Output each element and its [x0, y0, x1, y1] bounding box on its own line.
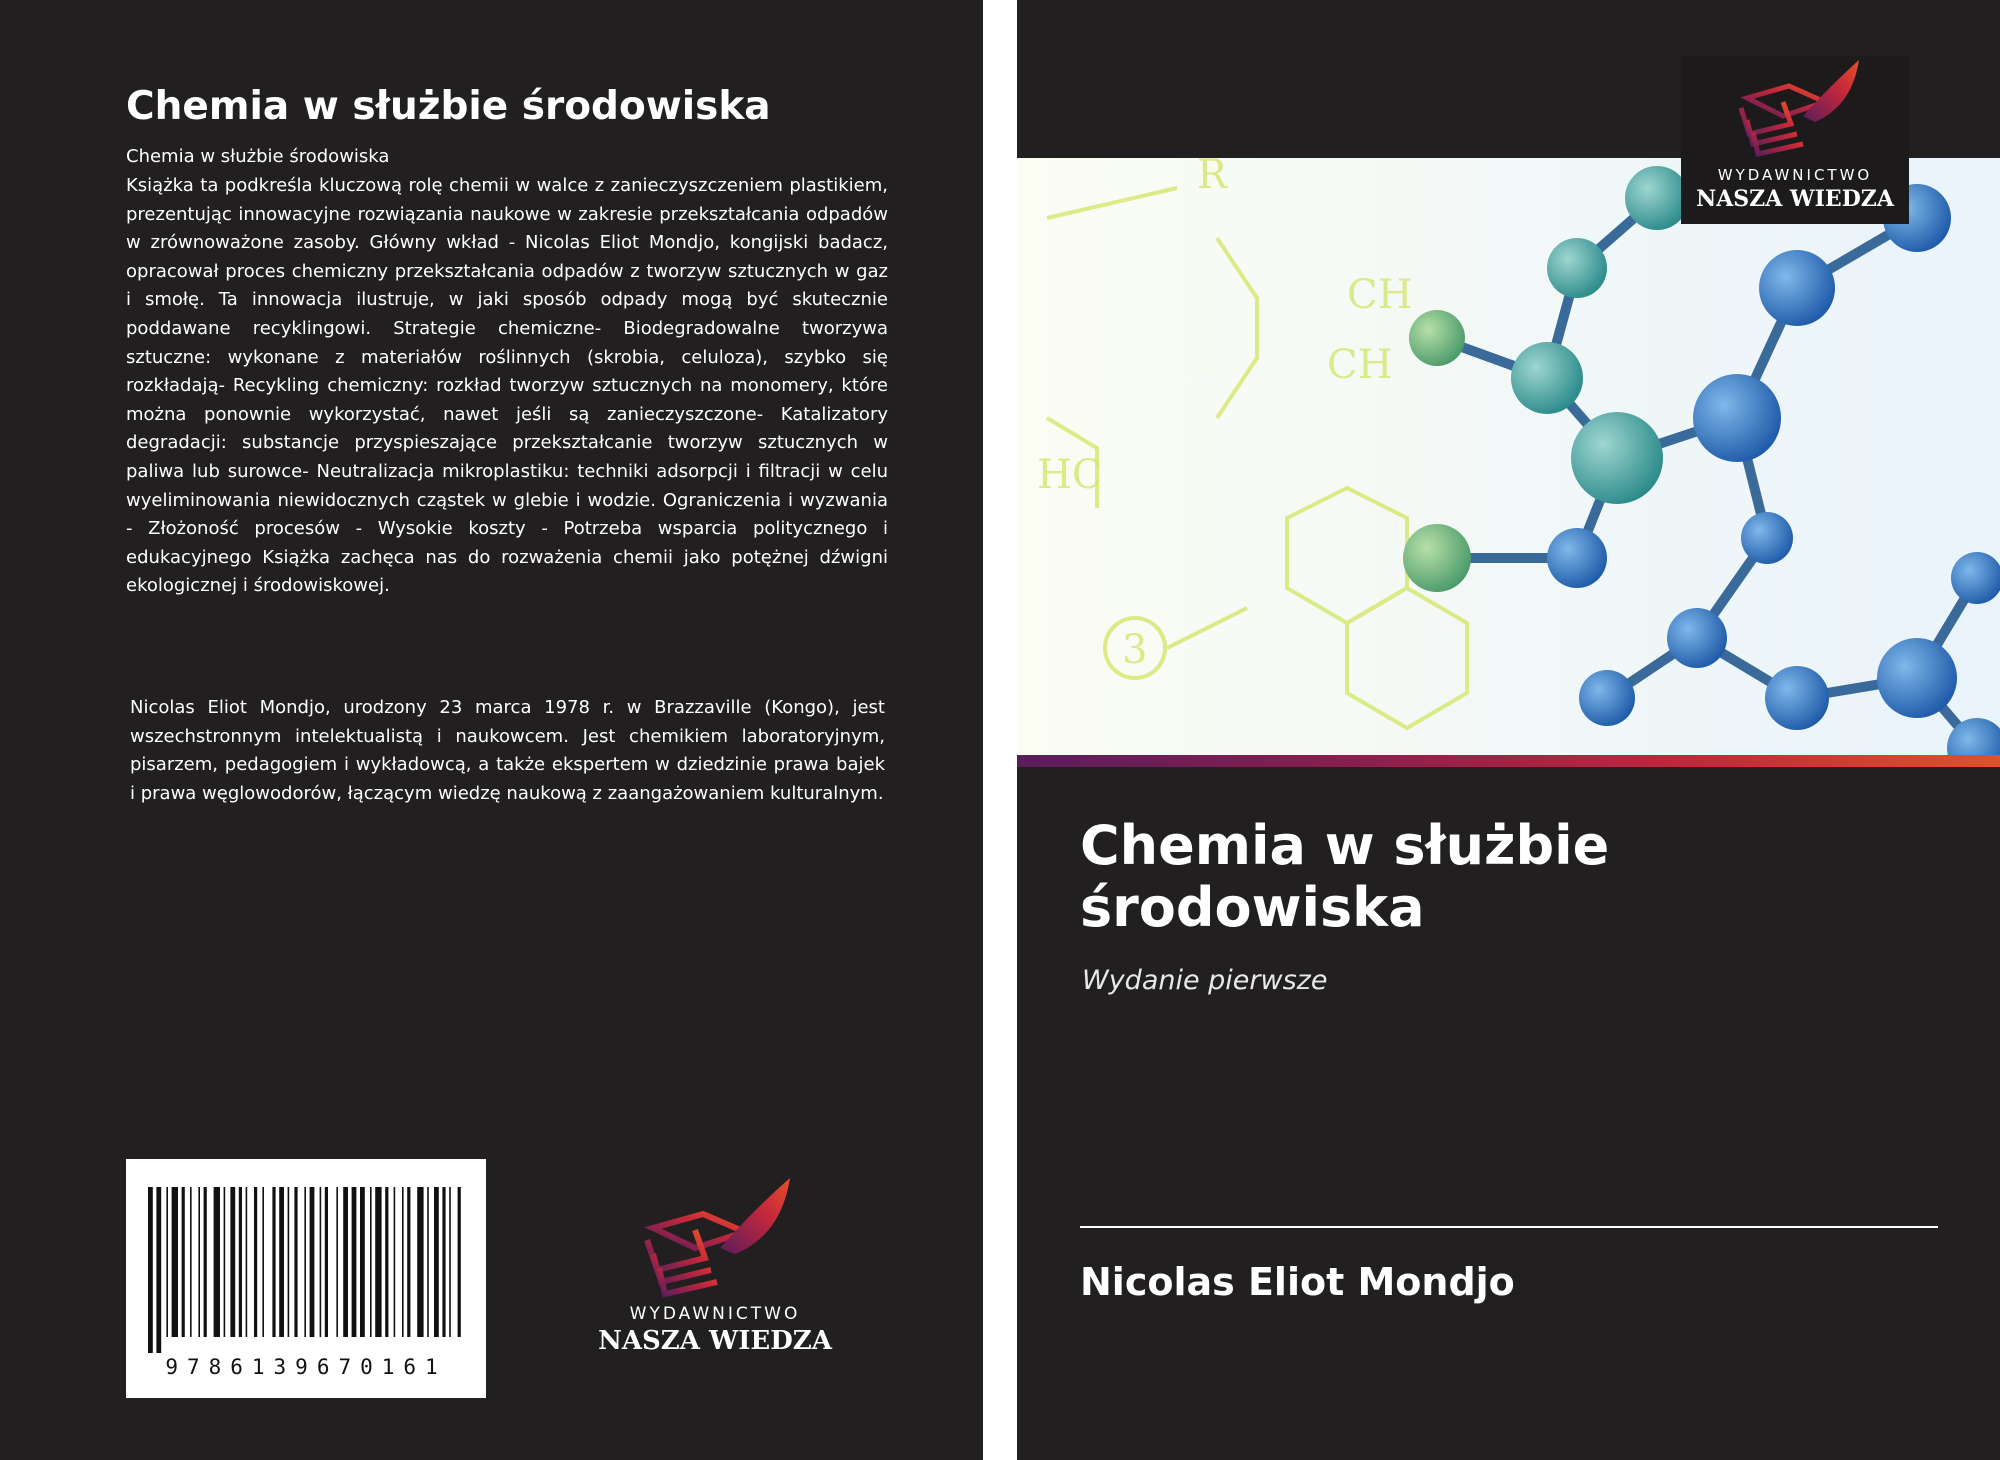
- barcode-bar: [172, 1187, 178, 1337]
- publisher-word: WYDAWNICTWO: [1717, 166, 1873, 184]
- svg-text:HC: HC: [1037, 452, 1103, 498]
- book-feather-icon: [1681, 56, 1909, 166]
- svg-text:CH: CH: [1327, 342, 1393, 388]
- front-cover-title: Chemia w służbie środowiska: [1080, 814, 1610, 939]
- barcode-bar: [262, 1187, 264, 1337]
- molecule-icon: [1017, 158, 2000, 755]
- author-bio: Nicolas Eliot Mondjo, urodzony 23 marca 1978 r. w Brazzaville (Kongo), jest wszechstronnym intelektualistą i naukowcem. Jest chemikiem laboratoryjnym, pisarzem, pedagogiem i wykładowcą, a także ekspertem w dziedzinie prawa bajek i prawa węglowodorów, łączącym wiedzę naukową z zaangażowaniem kulturalnym.: [130, 697, 885, 804]
- barcode-bar: [182, 1187, 185, 1337]
- barcode-bar: [449, 1187, 451, 1337]
- author-name: Nicolas Eliot Mondjo: [1080, 1260, 1515, 1304]
- publisher-logo-front: [1681, 56, 1909, 224]
- barcode-bar: [417, 1187, 423, 1337]
- barcode-bar: [427, 1187, 429, 1337]
- barcode-bar: [304, 1187, 306, 1337]
- isbn-barcode: [126, 1159, 486, 1398]
- barcode-bar: [343, 1187, 348, 1337]
- edition-label: Wydanie pierwsze: [1082, 965, 1328, 996]
- barcode-bar: [402, 1187, 404, 1337]
- barcode-bar: [190, 1187, 192, 1337]
- barcode-bar: [394, 1187, 396, 1337]
- divider: [1080, 1226, 1938, 1228]
- barcode-bar: [214, 1187, 220, 1337]
- publisher-word: WYDAWNICTWO: [629, 1304, 801, 1324]
- accent-stripe: [1017, 755, 2000, 767]
- barcode-bar: [239, 1187, 242, 1337]
- barcode-bar: [360, 1187, 365, 1337]
- barcode-bar: [279, 1187, 284, 1337]
- barcode-bar: [434, 1187, 439, 1337]
- barcode-bar: [156, 1187, 161, 1353]
- back-cover-subtitle: Chemia w służbie środowiska: [126, 146, 390, 167]
- barcode-bar: [272, 1187, 275, 1337]
- barcode-bar: [246, 1187, 248, 1337]
- back-cover-title: Chemia w służbie środowiska: [126, 84, 771, 129]
- barcode-bar: [442, 1187, 445, 1337]
- isbn-number: 9786139670161: [165, 1355, 447, 1379]
- book-feather-icon: [595, 1170, 835, 1300]
- barcode-bar: [310, 1187, 315, 1337]
- barcode-bar: [198, 1187, 200, 1337]
- barcode-bar: [230, 1187, 235, 1337]
- barcode-bar: [148, 1187, 153, 1353]
- barcode-bar: [325, 1187, 328, 1337]
- barcode-bar: [320, 1187, 322, 1337]
- barcode-bar: [385, 1187, 388, 1337]
- barcode-bar: [336, 1187, 338, 1337]
- svg-text:CH: CH: [1347, 272, 1413, 318]
- barcode-bar: [407, 1187, 410, 1337]
- barcode-bar: [375, 1187, 381, 1337]
- barcode-bar: [370, 1187, 372, 1337]
- barcode-bar: [224, 1187, 226, 1337]
- barcode-bar: [204, 1187, 207, 1337]
- barcode-bar: [288, 1187, 290, 1337]
- svg-text:R: R: [1197, 158, 1228, 198]
- svg-text:3: 3: [1122, 627, 1148, 673]
- publisher-name: NASZA WIEDZA: [1696, 186, 1894, 212]
- barcode-bar: [294, 1187, 297, 1337]
- publisher-logo-back: [595, 1170, 835, 1360]
- back-cover-description: Książka ta podkreśla kluczową rolę chemii w walce z zanieczyszczeniem plastikiem, prezentując innowacyjne rozwiązania naukowe w zakresie przekształcania odpadów w zrównoważone zasoby. Główny wkład - Nicolas Eliot Mondjo, kongijski badacz, opracował proces chemiczny przekształcania odpadów z tworzyw sztucznych w gaz i smołę. Ta innowacja ilustruje, w jaki sposób odpady mogą być skutecznie poddawane recyklingowi. Strategie chemiczne- Biodegradowalne tworzywa sztuczne: wykonane z materiałów roślinnych (skrobia, celuloza), szybko się rozkładają- Recykling chemiczny: rozkład tworzyw sztucznych na monomery, które można ponownie wykorzystać, nawet jeśli są zanieczyszczone- Katalizatory degradacji: substancje przyspieszające przekształcanie tworzyw sztucznych w paliwa lub surowce- Neutralizacja mikroplastiku: techniki adsorpcji i filtracji w celu wyeliminowania niewidocznych cząstek w glebie i wodzie. Ograniczenia i wyzwania - Złożoność procesów - Wysokie koszty - Potrzeba wsparcia politycznego i edukacyjnego Książka zachęca nas do rozważenia chemii jako potężnej dźwigni ekologicznej i środowiskowej.: [126, 175, 888, 597]
- barcode-bars: [126, 1159, 486, 1359]
- molecule-illustration: [1017, 158, 2000, 755]
- spine-gap: [983, 0, 1017, 1460]
- barcode-bar: [166, 1187, 168, 1337]
- publisher-name: NASZA WIEDZA: [598, 1326, 832, 1356]
- barcode-bar: [352, 1187, 357, 1337]
- barcode-bar: [458, 1187, 461, 1337]
- barcode-bar: [254, 1187, 257, 1337]
